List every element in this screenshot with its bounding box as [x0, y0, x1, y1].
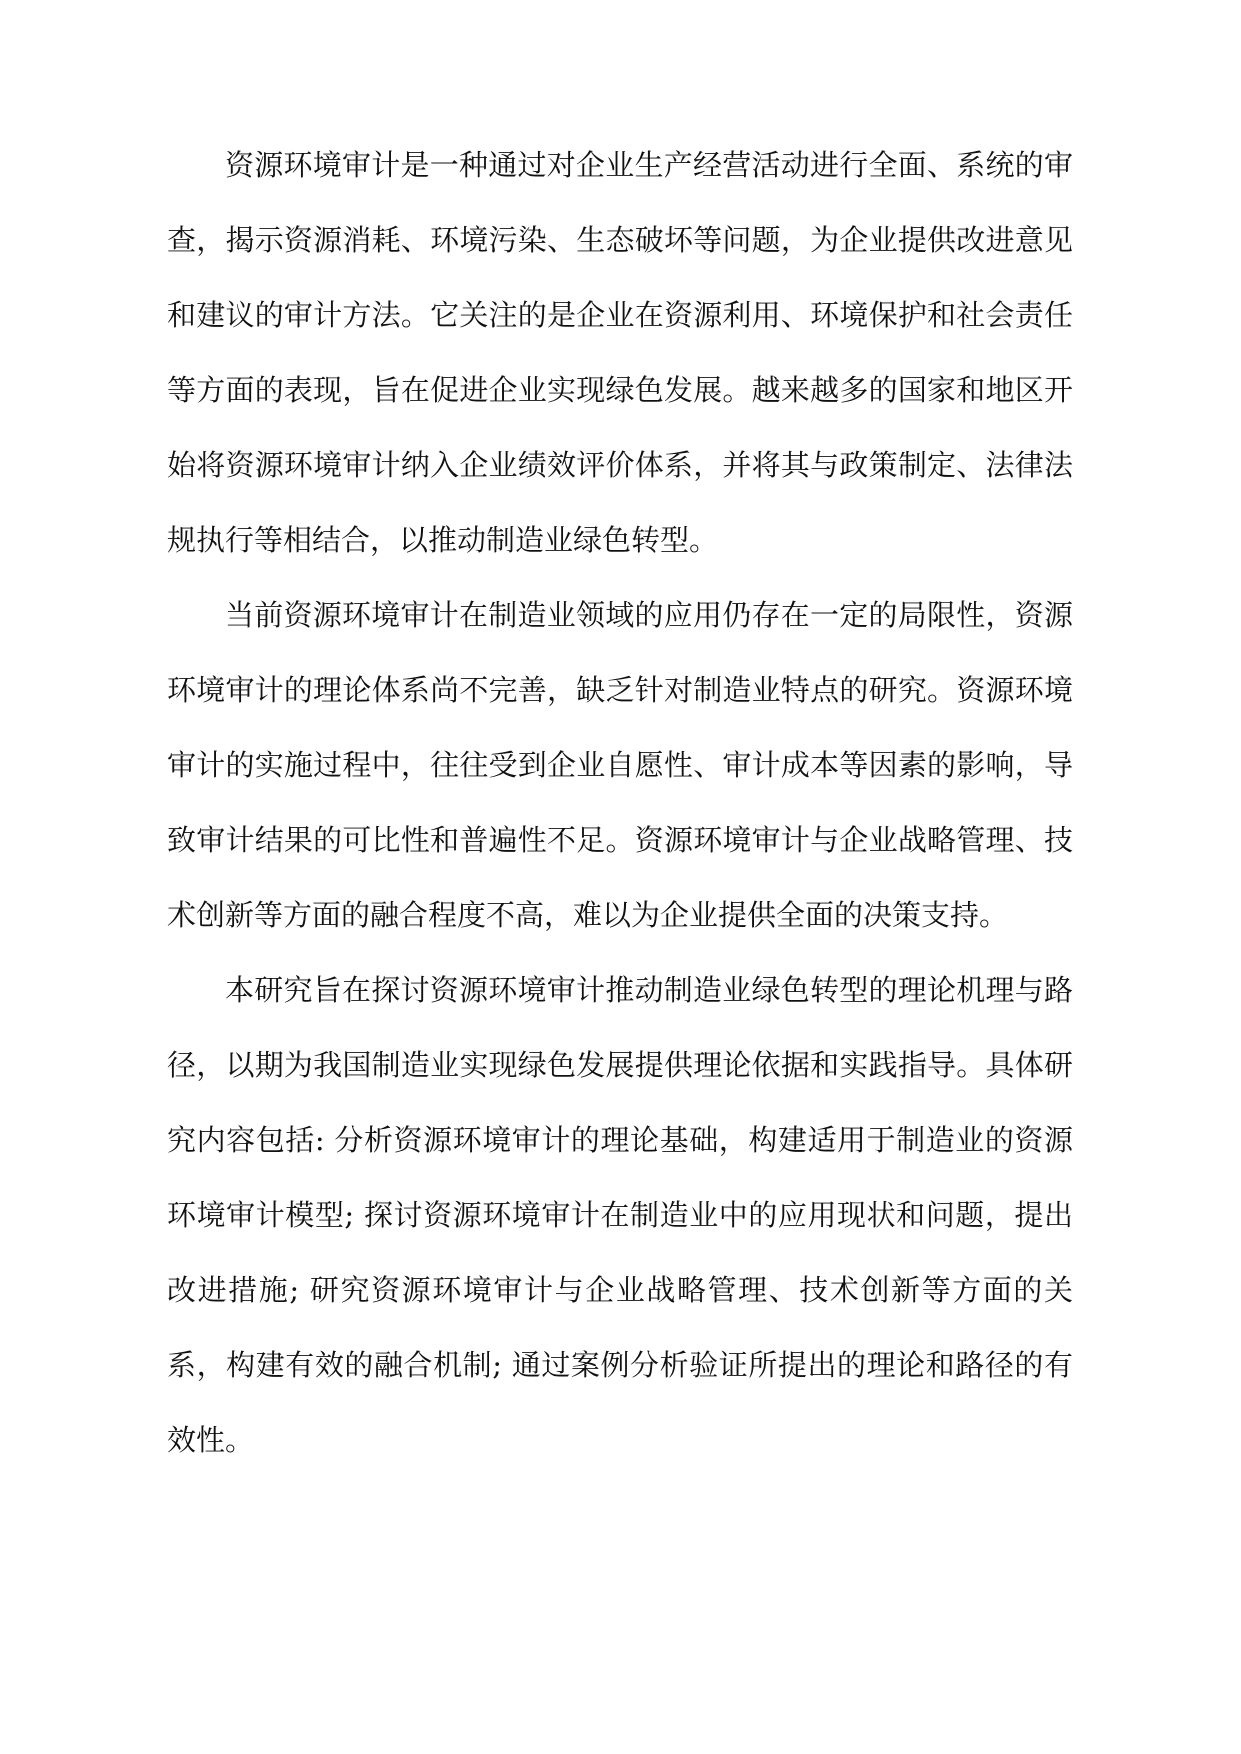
document-body — [167, 128, 1073, 1478]
paragraph-intro-definition: 资源环境审计是一种通过对企业生产经营活动进行全面、系统的审查，揭示资源消耗、环境污染、生态破坏等问题，为企业提供改进意见和建议的审计方法。它关注的是企业在资源利用、环境保护和社会责任等方面的表现，旨在促进企业实现绿色发展。越来越多的国家和地区开始将资源环境审计纳入企业绩效评价体系，并将其与政策制定、法律法规执行等相结合，以推动制造业绿色转型。 — [167, 148, 1073, 557]
paragraph-research-aims: 本研究旨在探讨资源环境审计推动制造业绿色转型的理论机理与路径，以期为我国制造业实现绿色发展提供理论依据和实践指导。具体研究内容包括: 分析资源环境审计的理论基础，构建适用于制造业的资源环境审计模型; 探讨资源环境审计在制造业中的应用现状和问题，提出改进措施; 研究资源环境审计与企业战略管理、技术创新等方面的关系，构建有效的融合机制; 通过案例分析验证所提出的理论和路径的有效性。 — [167, 973, 1073, 1457]
paragraph-limitations: 当前资源环境审计在制造业领域的应用仍存在一定的局限性，资源环境审计的理论体系尚不完善，缺乏针对制造业特点的研究。资源环境审计的实施过程中，往往受到企业自愿性、审计成本等因素的影响，导致审计结果的可比性和普遍性不足。资源环境审计与企业战略管理、技术创新等方面的融合程度不高，难以为企业提供全面的决策支持。 — [167, 598, 1073, 932]
